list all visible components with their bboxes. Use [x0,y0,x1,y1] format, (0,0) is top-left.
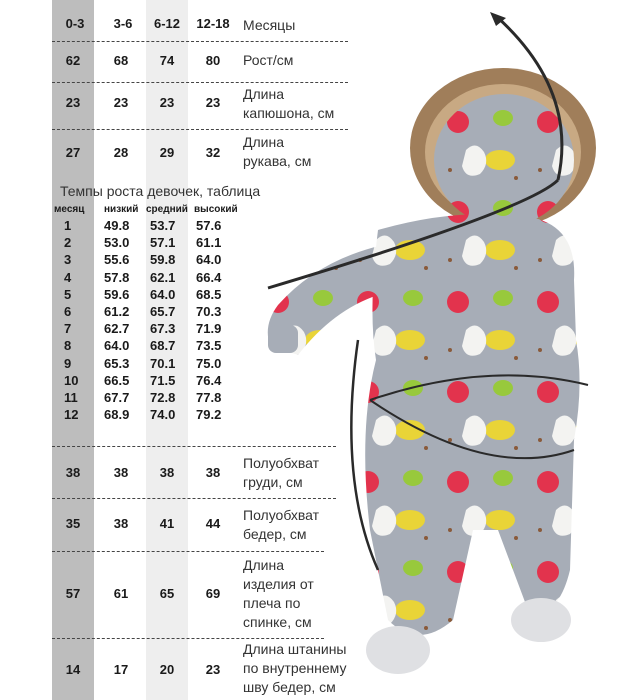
growth-cell: 73.5 [196,338,222,354]
row-label-line: Длина штанины [243,641,347,657]
row-label-line: груди, см [243,474,303,490]
divider [52,638,324,639]
table-row [52,145,238,165]
growth-table-row [0,373,260,390]
cell-value: 38 [205,465,221,480]
growth-cell: 74.0 [150,407,176,423]
header-row [52,16,238,36]
growth-cell: 62.7 [104,321,130,337]
growth-cell: 62.1 [150,269,176,285]
cell-value: 74 [159,53,175,68]
header-label: Месяцы [243,17,296,33]
growth-table-row [0,287,260,304]
growth-cell: 77.8 [196,390,222,405]
growth-cell: 8 [64,338,72,354]
row-label-line: Длина [243,134,284,150]
cell-value: 14 [65,662,81,677]
growth-header-month: месяц [54,204,85,215]
growth-cell: 66.4 [196,269,222,285]
row-label-line: Полуобхват [243,507,320,523]
cell-value: 80 [205,53,221,68]
growth-cell: 10 [64,372,79,388]
growth-cell: 61.1 [196,235,222,251]
cell-value: 57 [65,586,81,601]
growth-cell: 71.5 [150,372,176,388]
growth-table-row [0,252,260,269]
cell-value: 38 [113,465,129,480]
growth-cell: 3 [64,252,72,268]
cell-value: 38 [159,465,175,480]
row-label-line: шву бедер, см [243,679,336,695]
growth-cell: 4 [64,269,72,285]
divider [52,551,324,552]
row-label [243,454,319,492]
table-row [52,95,238,115]
cell-value: 38 [113,516,129,531]
growth-header-high: высокий [194,204,238,215]
growth-cell: 1 [64,218,72,233]
growth-cell: 57.1 [150,235,176,251]
row-label [243,506,319,544]
growth-table-row [0,321,260,338]
growth-table-row [0,235,260,252]
growth-cell: 66.5 [104,372,130,388]
growth-header-low: низкий [104,204,139,215]
cell-value: 62 [65,53,81,68]
table-row [52,662,238,682]
header-cell-6-12: 6-12 [153,16,181,31]
growth-cell: 53.7 [150,218,176,233]
growth-cell: 72.8 [150,390,176,405]
growth-cell: 7 [64,321,72,337]
row-label [243,51,293,70]
cell-value: 32 [205,145,221,160]
growth-cell: 65.3 [104,355,130,371]
growth-cell: 57.8 [104,269,130,285]
cell-value: 69 [205,586,221,601]
growth-cell: 11 [64,390,78,405]
row-label-line: Рост/см [243,52,294,68]
growth-cell: 49.8 [104,218,130,233]
growth-table-row [0,338,260,355]
growth-cell: 2 [64,235,72,251]
growth-table-title: Темпы роста девочек, таблица [60,183,261,199]
row-label-line: Длина [243,86,284,102]
cell-value: 23 [65,95,81,110]
table-row [52,53,238,73]
row-label-line: Полуобхват [243,455,320,471]
growth-table-row [0,390,260,407]
growth-cell: 68.9 [104,407,130,423]
growth-cell: 68.5 [196,286,222,302]
row-label-line: Длина [243,557,284,573]
row-label-line: капюшона, см [243,105,335,121]
row-label [243,640,347,697]
growth-cell: 57.6 [196,218,222,233]
cell-value: 28 [113,145,129,160]
row-label [243,133,311,171]
row-label-line: бедер, см [243,526,307,542]
cell-value: 23 [205,662,221,677]
cell-value: 65 [159,586,175,601]
cell-value: 23 [159,95,175,110]
growth-cell: 55.6 [104,252,130,268]
divider [52,82,348,83]
header-cell-0-3: 0-3 [65,16,85,31]
growth-cell: 75.0 [196,355,222,371]
growth-header-mid: средний [146,204,188,215]
growth-cell: 53.0 [104,235,130,251]
row-label [243,556,314,632]
cell-value: 29 [159,145,175,160]
growth-table-row [0,218,260,235]
growth-table-header [0,204,260,218]
row-label-line: спинке, см [243,614,312,630]
growth-cell: 67.7 [104,390,130,405]
cell-value: 23 [205,95,221,110]
table-row [52,586,238,606]
growth-cell: 12 [64,407,79,423]
table-row [52,465,238,485]
cell-value: 38 [65,465,81,480]
growth-cell: 70.1 [150,355,176,371]
growth-cell: 64.0 [150,286,176,302]
growth-table-row [0,304,260,321]
row-label-line: рукава, см [243,153,312,169]
growth-cell: 79.2 [196,407,222,423]
cell-value: 27 [65,145,81,160]
growth-cell: 65.7 [150,304,176,319]
growth-cell: 9 [64,355,72,371]
divider [52,41,348,42]
growth-cell: 61.2 [104,304,130,319]
growth-cell: 68.7 [150,338,176,354]
table-row [52,516,238,536]
divider [52,446,336,447]
growth-cell: 64.0 [104,338,130,354]
cell-value: 44 [205,516,221,531]
divider [52,498,336,499]
row-label-line: изделия от [243,576,314,592]
growth-cell: 59.8 [150,252,176,268]
growth-table-row [0,356,260,373]
growth-cell: 71.9 [196,321,222,337]
divider [52,129,348,130]
cell-value: 20 [159,662,175,677]
growth-table-row [0,407,260,424]
growth-cell: 70.3 [196,304,222,319]
growth-cell: 64.0 [196,252,222,268]
growth-cell: 6 [64,304,72,319]
cell-value: 61 [113,586,129,601]
growth-cell: 76.4 [196,372,222,388]
cell-value: 23 [113,95,129,110]
growth-cell: 5 [64,286,72,302]
header-cell-3-6: 3-6 [113,16,133,31]
cell-value: 17 [113,662,129,677]
row-label [243,85,334,123]
growth-cell: 59.6 [104,286,130,302]
cell-value: 41 [159,516,175,531]
header-cell-12-18: 12-18 [196,16,230,31]
growth-table-row [0,270,260,287]
row-label-line: по внутреннему [243,660,347,676]
row-label-line: плеча по [243,595,301,611]
cell-value: 35 [65,516,81,531]
cell-value: 68 [113,53,129,68]
growth-cell: 67.3 [150,321,176,337]
